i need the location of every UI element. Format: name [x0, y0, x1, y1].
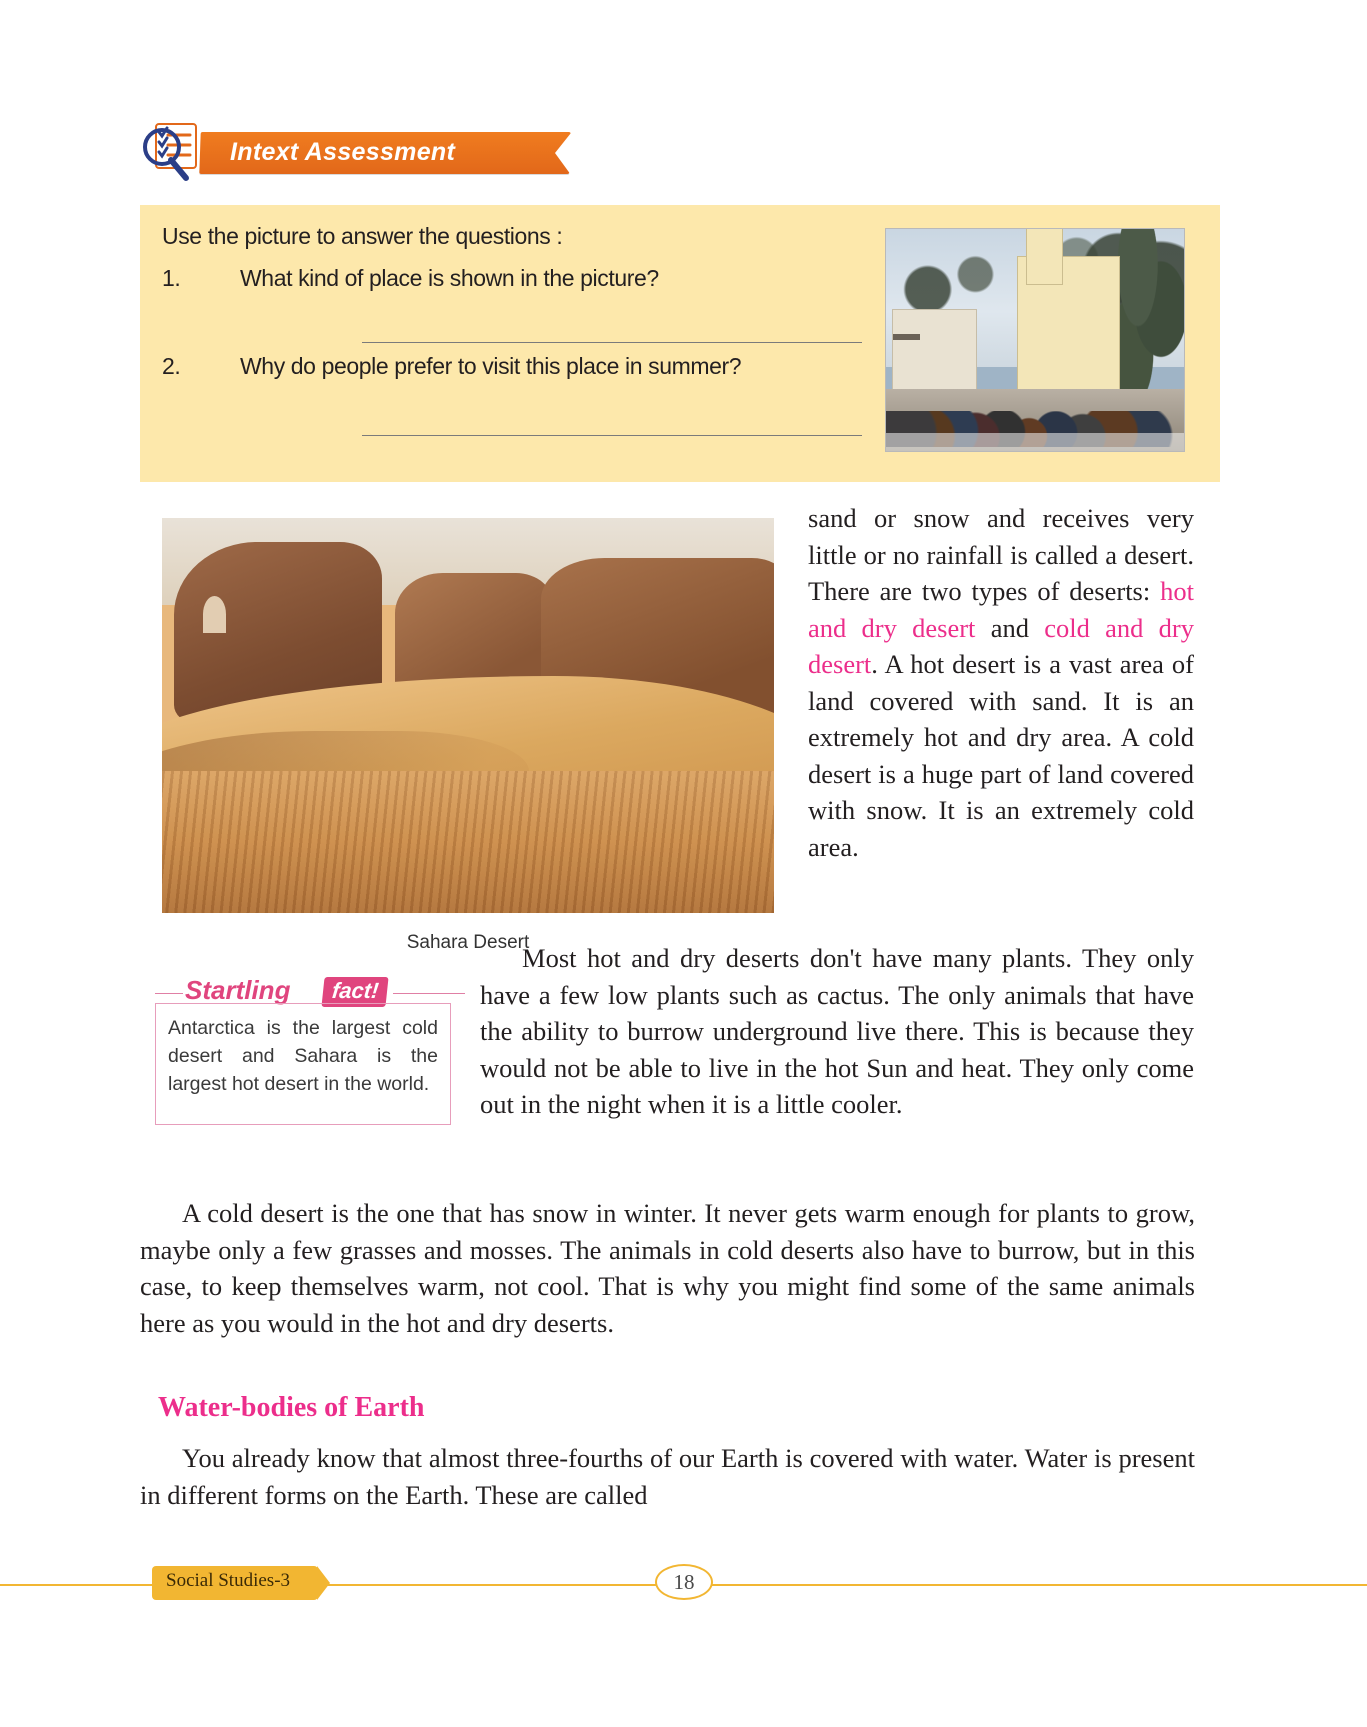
assessment-intro: Use the picture to answer the questions : — [162, 223, 563, 249]
question-number-2: 2. — [162, 353, 181, 379]
body-paragraph-2: Most hot and dry deserts don't have many plants. They only have a few low plants such as cactus. The only animals that have the ability to burrow underground live there. This is because they would not be able to live in the hot Sun and heat. They only come out in the night when it is a little cooler. — [480, 943, 1194, 1119]
figure-caption: Sahara Desert — [406, 932, 530, 953]
desert-sand-foreground — [162, 771, 774, 913]
page-number: 18 — [655, 1564, 713, 1600]
assessment-title: Intext Assessment — [230, 138, 456, 166]
photo-building — [892, 309, 977, 391]
startling-fact-title: Startling — [185, 975, 291, 1005]
startling-rule-left — [155, 993, 183, 994]
body-column-right — [808, 500, 1194, 865]
photo-snow — [886, 433, 1184, 451]
question-text-1: What kind of place is shown in the picture? — [240, 265, 659, 291]
photo-church-tower — [1026, 228, 1062, 285]
question-text-2: Why do people prefer to visit this place in summer? — [240, 353, 742, 379]
answer-line-1[interactable] — [362, 342, 862, 343]
section-heading-water-bodies: Water-bodies of Earth — [158, 1392, 425, 1423]
question-number-1: 1. — [162, 265, 181, 291]
intext-assessment-header — [140, 132, 570, 176]
desert-rock-arch — [203, 596, 226, 632]
body-paragraph-4: You already know that almost three-fourths of our Earth is covered with water. Water is present in different forms on the Earth. These are called — [140, 1443, 1195, 1510]
hill-town-photo — [885, 228, 1185, 452]
question-item-1 — [162, 265, 902, 299]
body-text-continued: . A hot desert is a vast area of land covered with sand. It is an extremely hot and dry area. A cold desert is a huge part of land covered with snow. It is an extremely cold area. — [808, 649, 1194, 862]
conjunction-and: and — [975, 612, 1045, 643]
startling-fact-block — [155, 975, 465, 1155]
startling-rule-right — [393, 993, 465, 994]
term-cold-dry-desert: cold and dry desert — [808, 612, 1194, 679]
photo-building-roof — [893, 334, 920, 340]
magnifier-checklist-icon — [140, 120, 218, 186]
body-paragraph-3: A cold desert is the one that has snow in winter. It never gets warm enough for plants to grow, maybe only a few grasses and mosses. The animals in cold deserts also have to burrow, but in this case, to keep themselves warm, not cool. That is why you might find some of the same animals here as you would in the hot and dry deserts. — [140, 1198, 1195, 1338]
startling-fact-tag: fact! — [321, 977, 389, 1007]
answer-line-2[interactable] — [362, 435, 862, 436]
question-item-2 — [162, 353, 902, 387]
footer-book-title: Social Studies-3 — [152, 1566, 318, 1600]
sahara-desert-photo — [162, 518, 774, 913]
term-hot-dry-desert: hot and dry desert — [808, 576, 1194, 643]
footer-rule-right — [320, 1584, 1367, 1586]
body-text-intro: sand or snow and receives very little or no rainfall is called a desert. There are two types of deserts: — [808, 503, 1194, 606]
startling-fact-text: Antarctica is the largest cold desert and Sahara is the largest hot desert in the world. — [155, 1003, 451, 1125]
photo-church — [1017, 256, 1120, 405]
